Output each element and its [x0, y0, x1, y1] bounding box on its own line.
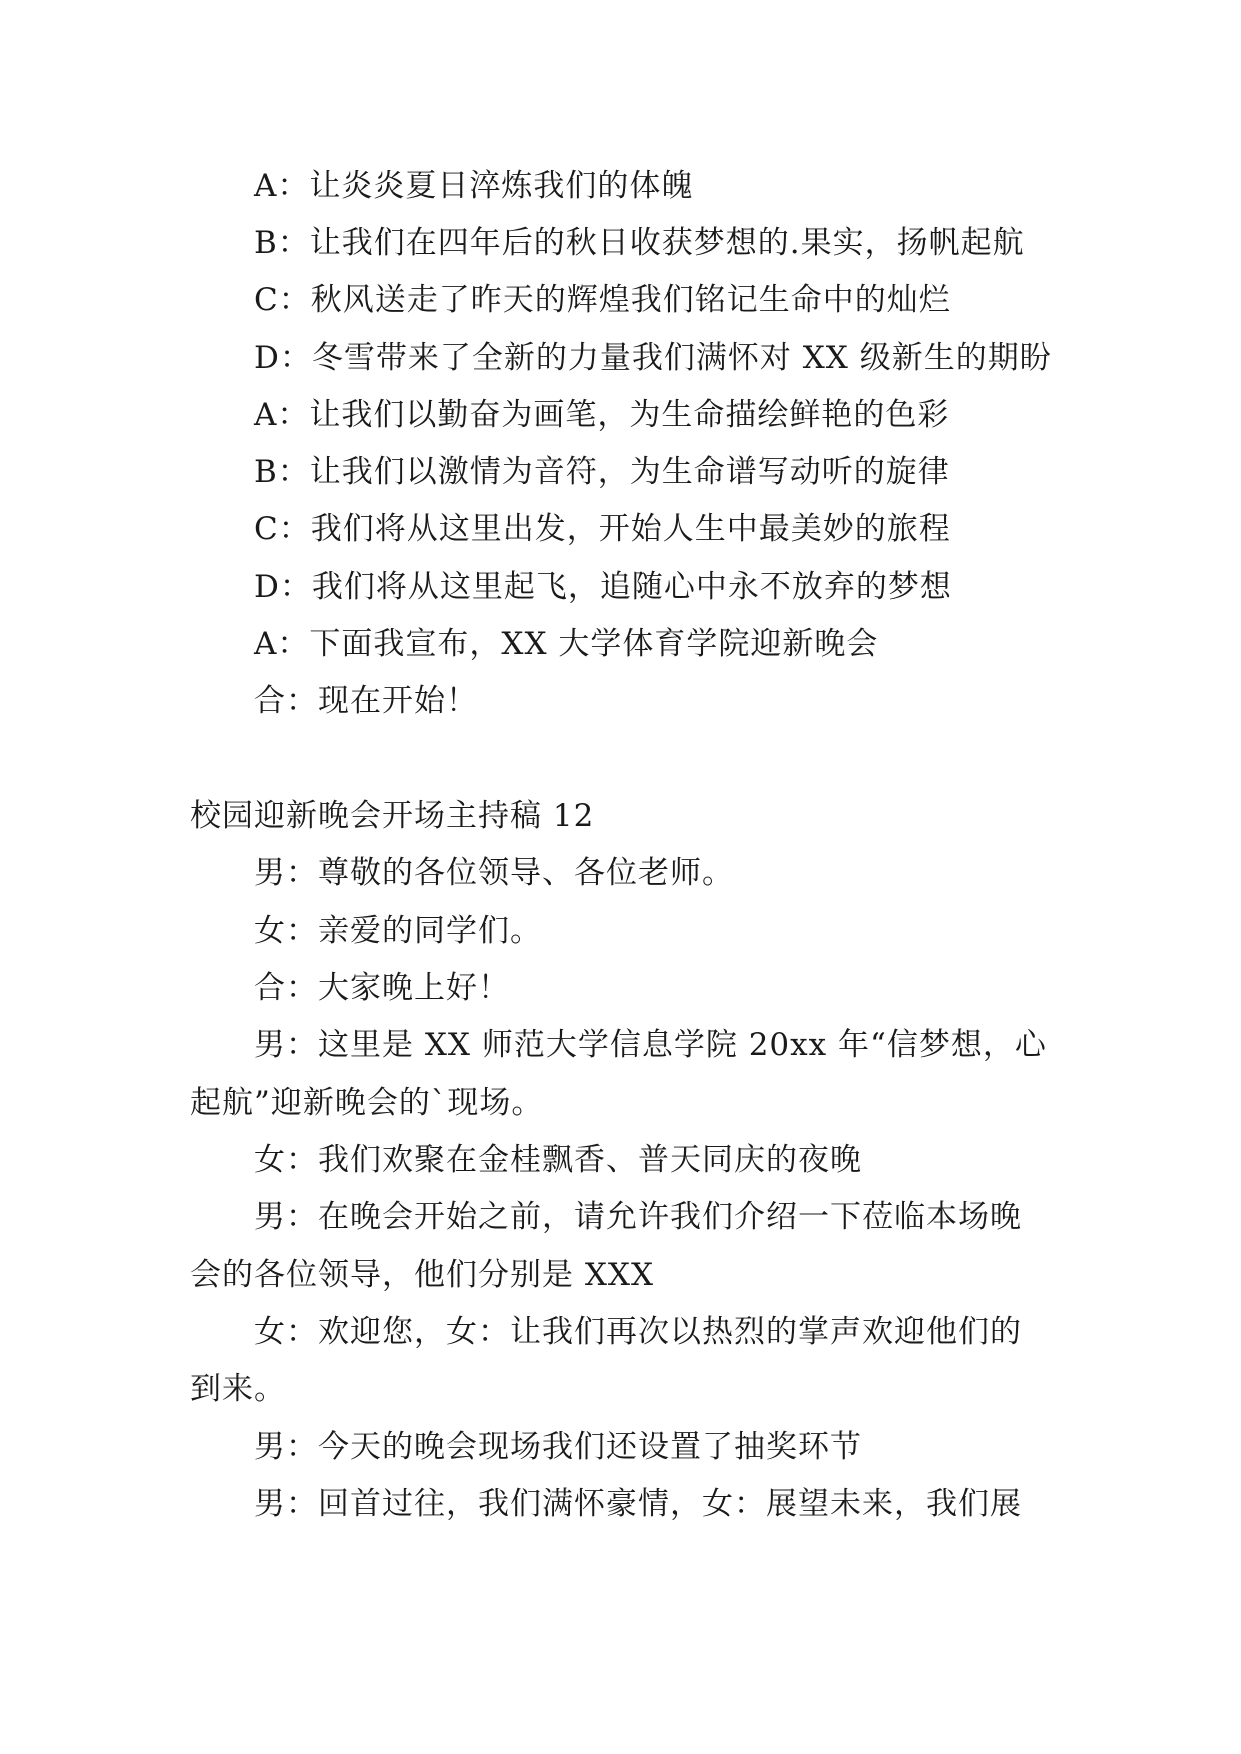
dialogue-line: 男：回首过往，我们满怀豪情，女：展望未来，我们展 [254, 1486, 1022, 1522]
dialogue-line-continuation: 会的各位领导，他们分别是 XXX [190, 1257, 655, 1293]
dialogue-line: D：我们将从这里起飞，追随心中永不放弃的梦想 [254, 569, 952, 605]
dialogue-line: B：让我们在四年后的秋日收获梦想的.果实，扬帆起航 [254, 225, 1025, 261]
dialogue-line: A：下面我宣布，XX 大学体育学院迎新晚会 [254, 626, 879, 662]
dialogue-line-continuation: 起航”迎新晚会的`现场。 [190, 1085, 544, 1121]
dialogue-line: A：让炎炎夏日淬炼我们的体魄 [254, 168, 694, 204]
dialogue-line: C：秋风送走了昨天的辉煌我们铭记生命中的灿烂 [254, 282, 951, 318]
dialogue-line: 男：这里是 XX 师范大学信息学院 20xx 年“信梦想，心 [254, 1027, 1047, 1063]
dialogue-line: 男：今天的晚会现场我们还设置了抽奖环节 [254, 1429, 862, 1465]
dialogue-line: 女：亲爱的同学们。 [254, 913, 542, 949]
dialogue-line-continuation: 到来。 [190, 1371, 286, 1407]
dialogue-line: A：让我们以勤奋为画笔，为生命描绘鲜艳的色彩 [254, 397, 950, 433]
section-title: 校园迎新晚会开场主持稿 12 [190, 798, 595, 834]
dialogue-line: 合：大家晚上好！ [254, 970, 510, 1006]
dialogue-line: 女：我们欢聚在金桂飘香、普天同庆的夜晚 [254, 1142, 862, 1178]
dialogue-line: D：冬雪带来了全新的力量我们满怀对 XX 级新生的期盼 [254, 340, 1052, 376]
dialogue-line: B：让我们以激情为音符，为生命谱写动听的旋律 [254, 454, 950, 490]
dialogue-line: 女：欢迎您，女：让我们再次以热烈的掌声欢迎他们的 [254, 1314, 1022, 1350]
dialogue-line: C：我们将从这里出发，开始人生中最美妙的旅程 [254, 511, 951, 547]
dialogue-line: 合：现在开始！ [254, 683, 478, 719]
dialogue-line: 男：尊敬的各位领导、各位老师。 [254, 855, 734, 891]
dialogue-line: 男：在晚会开始之前，请允许我们介绍一下莅临本场晚 [254, 1199, 1022, 1235]
